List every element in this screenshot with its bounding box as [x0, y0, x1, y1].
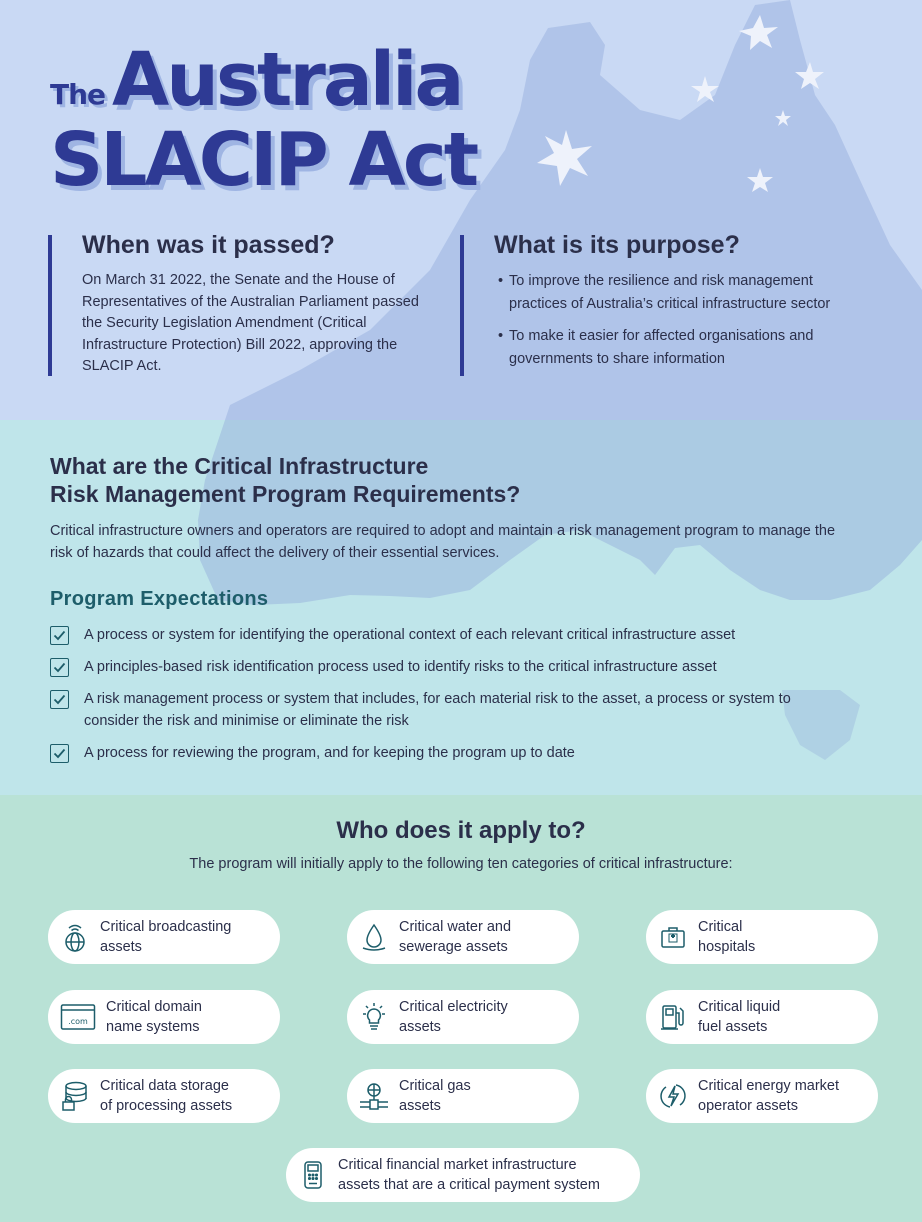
title-prefix: The — [50, 78, 106, 111]
database-lock-icon — [60, 1080, 90, 1112]
when-passed-section — [48, 231, 428, 376]
checkbox-checked-icon — [50, 690, 69, 709]
who-applies-subheading: The program will initially apply to the following ten categories of critical infrastructure: — [189, 856, 733, 872]
purpose-section — [460, 231, 880, 376]
category-financial-market: Critical financial market infrastructure assets that are a critical payment system — [286, 1148, 640, 1202]
hospital-kit-icon — [658, 921, 688, 953]
who-applies-heading: Who does it apply to? — [336, 817, 586, 844]
checkbox-checked-icon — [50, 744, 69, 763]
expectation-item: A principles-based risk identification process used to identify risks to the critical infrastructure asset — [50, 656, 840, 678]
category-gas: Critical gas assets — [347, 1069, 579, 1123]
bullet-icon: • — [498, 328, 504, 344]
category-water: Critical water and sewerage assets — [347, 910, 579, 964]
program-expectations-list — [50, 624, 840, 774]
category-domain-name: .com Critical domain name systems — [48, 990, 280, 1044]
expectation-item: A process or system for identifying the operational context of each relevant critical infrastructure asset — [50, 624, 840, 646]
category-energy-market: Critical energy market operator assets — [646, 1069, 878, 1123]
when-passed-body: On March 31 2022, the Senate and the House of Representatives of the Australian Parliament passed the Security Legislation Amendment (Critical Infrastructure Protection) Bill 2022, approving the SLACIP Act. — [82, 272, 419, 374]
program-expectations-heading: Program Expectations — [50, 588, 269, 610]
expectation-item: A process for reviewing the program, and for keeping the program up to date — [50, 742, 840, 764]
category-broadcasting: Critical broadcasting assets — [48, 910, 280, 964]
when-passed-heading: When was it passed? — [82, 231, 335, 259]
category-hospitals: Critical hospitals — [646, 910, 878, 964]
svg-text:.com: .com — [68, 1017, 88, 1026]
purpose-heading: What is its purpose? — [494, 231, 740, 259]
payment-terminal-icon — [298, 1159, 328, 1191]
purpose-item: • To improve the resilience and risk management practices of Australia’s critical infrastructure sector — [494, 270, 880, 316]
category-data-storage: Critical data storage of processing assets — [48, 1069, 280, 1123]
water-drop-icon — [359, 921, 389, 953]
expectation-item: A risk management process or system that includes, for each material risk to the asset, a process or system to consider the risk and minimise or eliminate the risk — [50, 688, 840, 732]
category-liquid-fuel: Critical liquid fuel assets — [646, 990, 878, 1044]
gas-pipe-icon — [359, 1080, 389, 1112]
checkbox-checked-icon — [50, 626, 69, 645]
lightbulb-icon — [359, 1001, 389, 1033]
checkbox-checked-icon — [50, 658, 69, 677]
fuel-pump-icon — [658, 1001, 688, 1033]
domain-com-icon — [60, 1001, 96, 1033]
broadcasting-globe-icon — [60, 921, 90, 953]
bullet-icon: • — [498, 273, 504, 289]
category-electricity: Critical electricity assets — [347, 990, 579, 1044]
title-australia: Australia — [112, 37, 462, 123]
requirements-body: Critical infrastructure owners and operators are required to adopt and maintain a risk management program to manage the risk of hazards that could affect the delivery of their essential services. — [50, 523, 836, 561]
purpose-list — [494, 270, 880, 371]
requirements-heading: What are the Critical Infrastructure Risk Management Program Requirements? — [50, 453, 521, 507]
energy-bolt-icon — [658, 1080, 688, 1112]
purpose-item: • To make it easier for affected organisations and governments to share information — [494, 325, 880, 371]
requirements-section — [50, 452, 840, 564]
title-slacip-act: SLACIP Act — [50, 117, 477, 203]
